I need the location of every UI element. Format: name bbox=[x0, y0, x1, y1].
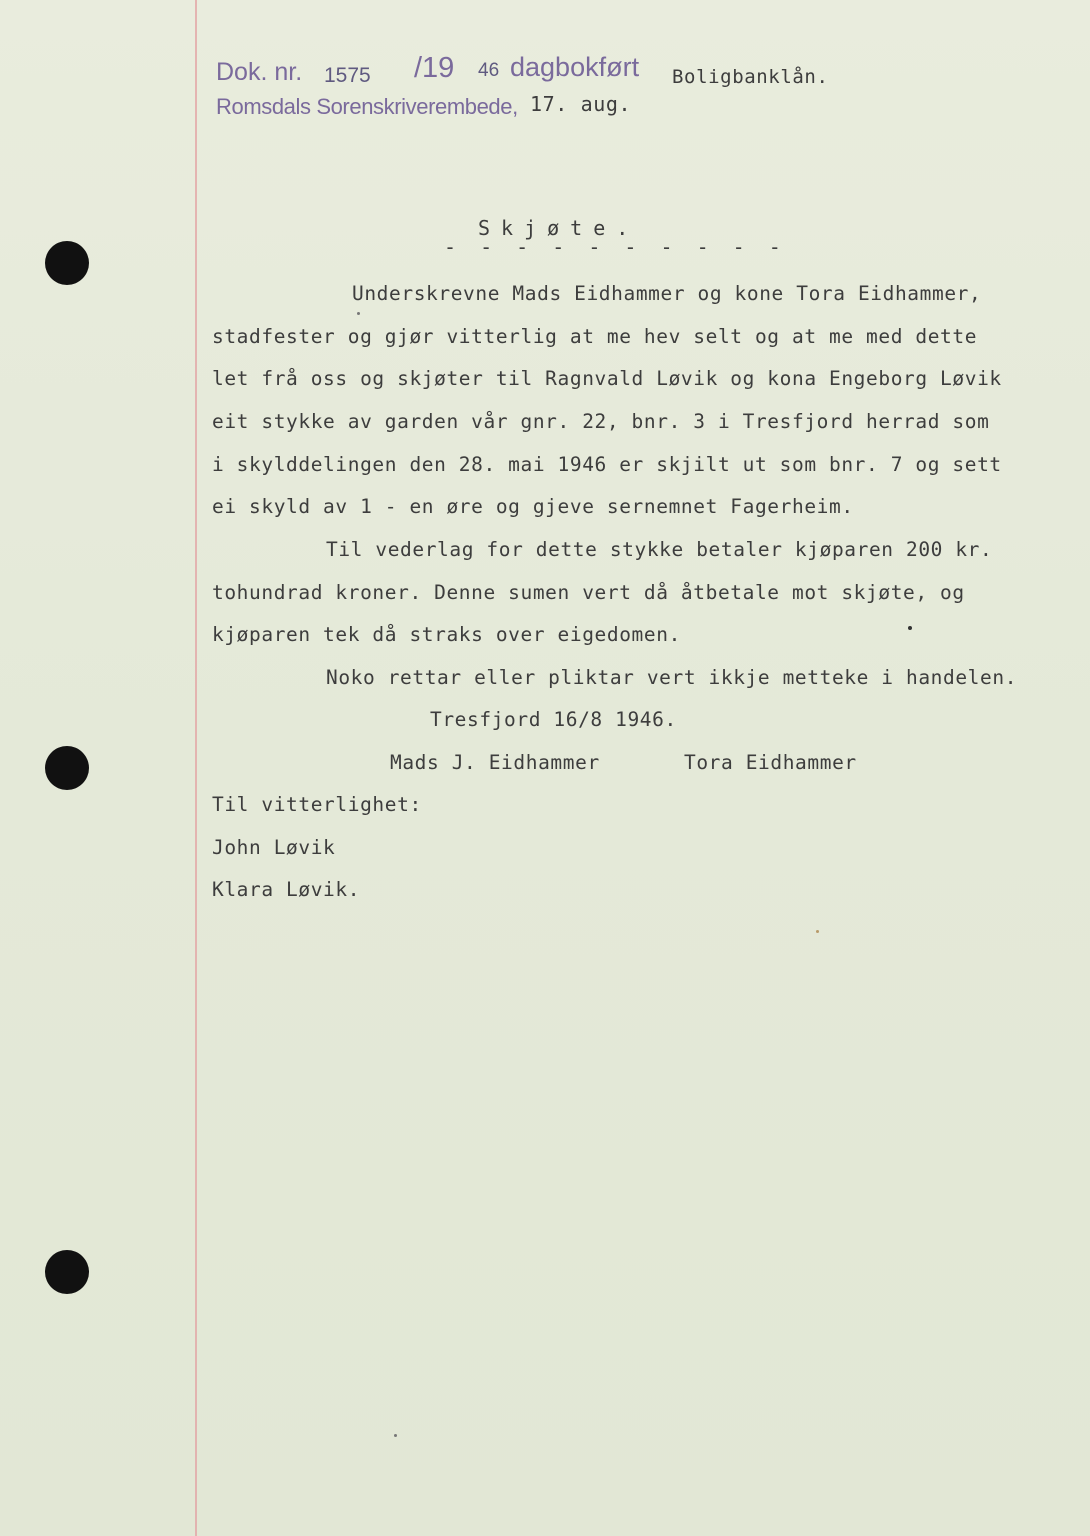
punch-hole-bottom bbox=[45, 1250, 89, 1294]
body-line-2: stadfester og gjør vitterlig at me hev selt og at me med dette bbox=[212, 325, 978, 348]
stamp-year-prefix: /19 bbox=[414, 52, 455, 84]
witness-john: John Løvik bbox=[212, 836, 336, 859]
red-margin-line bbox=[195, 0, 197, 1536]
witness-klara: Klara Løvik. bbox=[212, 878, 361, 901]
title-underline: - - - - - - - - - - bbox=[444, 235, 787, 259]
stamp-office: Romsdals Sorenskriverembede, bbox=[216, 94, 518, 119]
ink-speck bbox=[816, 930, 819, 933]
body-line-8: tohundrad kroner. Denne sumen vert då åtbetale mot skjøte, og bbox=[212, 581, 965, 604]
punch-hole-middle bbox=[45, 746, 89, 790]
document-title: Skjøte. bbox=[478, 216, 640, 240]
stamp-dok-nr: Dok. nr. bbox=[216, 58, 303, 86]
stamp-dagbokfort: dagbokført bbox=[510, 52, 640, 82]
ink-speck bbox=[908, 626, 912, 630]
signer-tora: Tora Eidhammer bbox=[684, 751, 857, 774]
body-line-1: Underskrevne Mads Eidhammer og kone Tora Eidhammer, bbox=[352, 282, 982, 305]
witness-label: Til vitterlighet: bbox=[212, 793, 422, 816]
body-line-3: let frå oss og skjøter til Ragnvald Løvik og kona Engeborg Løvik bbox=[212, 367, 1002, 390]
registration-date: 17. aug. bbox=[530, 92, 632, 116]
ink-speck bbox=[394, 1434, 397, 1437]
body-line-9: kjøparen tek då straks over eigedomen. bbox=[212, 623, 681, 646]
ink-speck bbox=[357, 312, 360, 315]
body-line-5: i skylddelingen den 28. mai 1946 er skjilt ut som bnr. 7 og sett bbox=[212, 453, 1002, 476]
body-line-6: ei skyld av 1 - en øre og gjeve sernemnet Fagerheim. bbox=[212, 495, 854, 518]
body-line-10: Noko rettar eller pliktar vert ikkje metteke i handelen. bbox=[326, 666, 1018, 689]
loan-note: Boligbanklån. bbox=[672, 66, 829, 88]
punch-hole-top bbox=[45, 241, 89, 285]
place-date: Tresfjord 16/8 1946. bbox=[430, 708, 677, 731]
body-line-4: eit stykke av garden vår gnr. 22, bnr. 3 i Tresfjord herrad som bbox=[212, 410, 990, 433]
year-suffix: 46 bbox=[478, 60, 500, 81]
document-number: 1575 bbox=[324, 64, 371, 87]
signer-mads: Mads J. Eidhammer bbox=[390, 751, 600, 774]
body-line-7: Til vederlag for dette stykke betaler kjøparen 200 kr. bbox=[326, 538, 993, 561]
